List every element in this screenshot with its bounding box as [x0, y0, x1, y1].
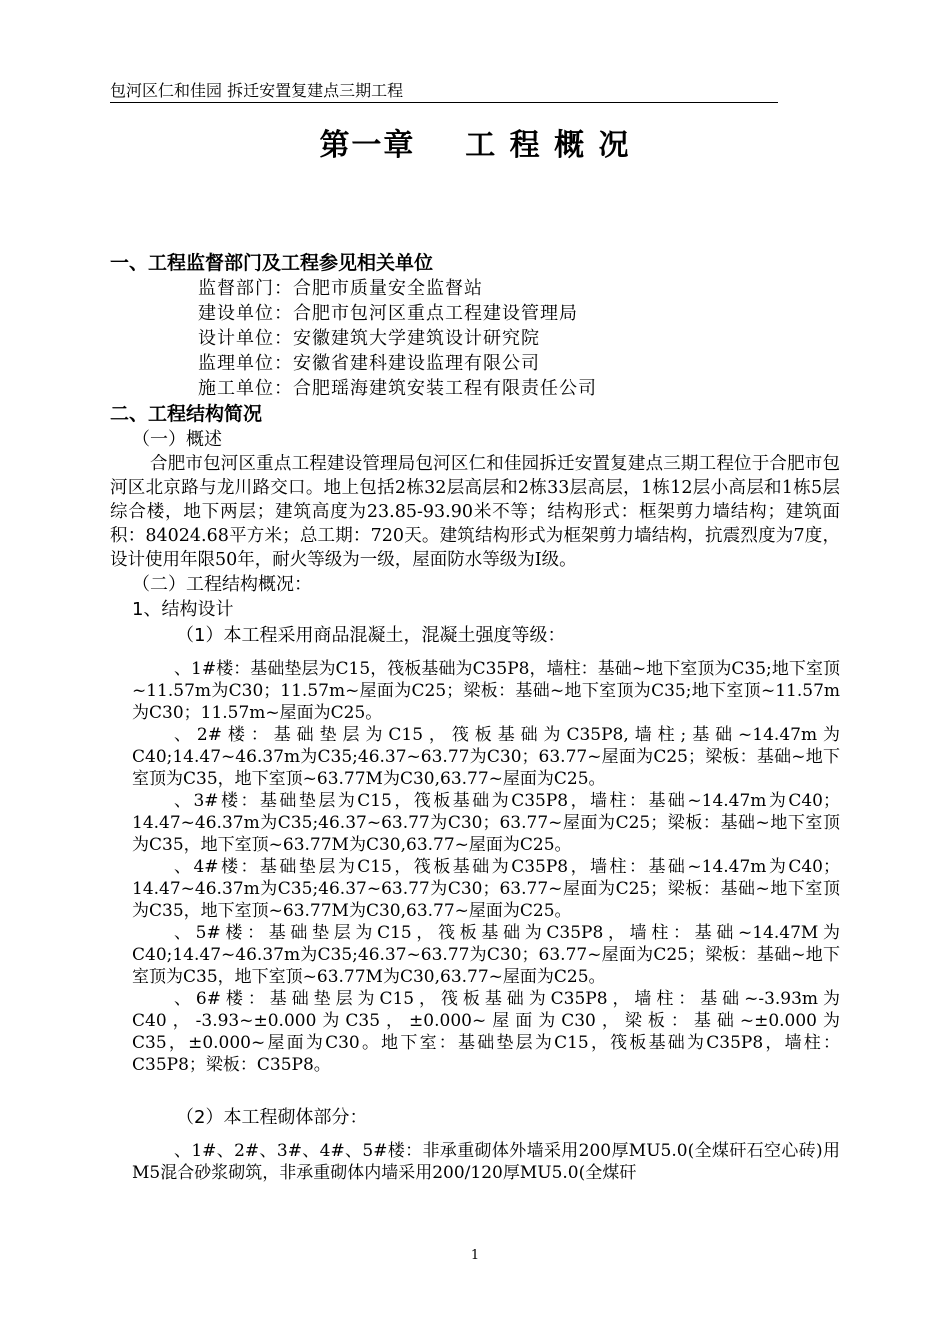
section-heading-structure: 二、工程结构简况 [110, 403, 263, 425]
spacer [110, 1076, 840, 1104]
design-label: 1、结构设计 [132, 599, 234, 620]
page-number: 1 [470, 1248, 480, 1263]
concrete-item: 、4#楼：基础垫层为C15，筏板基础为C35P8，墙柱：基础~14.47m为C40；14.47~46.37m为C35;46.37~63.77为C30；63.77~屋面为C25；梁板：基础~地下室顶为C35，地下室顶~63.77M为C30,63.77~屋面为C25。 [132, 857, 840, 921]
concrete-label: （1）本工程采用商品混凝土，混凝土强度等级： [176, 625, 566, 646]
chapter-title: 第一章 工 程 概 况 [319, 128, 631, 163]
concrete-item: 、1#楼：基础垫层为C15，筏板基础为C35P8，墙柱：基础~地下室顶为C35;地下室顶~11.57m为C30；11.57m~屋面为C25；梁板：基础~地下室顶为C35;地下室顶~11.57m为C30；11.57m~屋面为C25。 [132, 659, 840, 723]
overview-paragraph: 合肥市包河区重点工程建设管理局包河区仁和佳园拆迁安置复建点三期工程位于合肥市包河区北京路与龙川路交口。地上包括2栋32层高层和2栋33层高层，1栋12层小高层和1栋5层综合楼，地下两层；建筑高度为23.85-93.90米不等；结构形式：框架剪力墙结构；建筑面积：84024.68平方米；总工期：720天。建筑结构形式为框架剪力墙结构，抗震烈度为7度，设计使用年限50年，耐火等级为一级，屋面防水等级为Ⅰ级。 [110, 454, 840, 570]
structure-label: （二）工程结构概况： [132, 574, 312, 595]
page-header: 包河区仁和佳园 拆迁安置复建点三期工程 [110, 80, 778, 103]
overview-label: （一）概述 [132, 429, 222, 450]
unit-line: 建设单位：合肥市包河区重点工程建设管理局 [198, 303, 578, 324]
section-heading-units: 一、工程监督部门及工程参见相关单位 [110, 252, 434, 274]
concrete-item: 、6#楼：基础垫层为C15，筏板基础为C35P8，墙柱：基础~-3.93m为C40，-3.93~±0.000为C35，±0.000~屋面为C30，梁板：基础~±0.000为C35，±0.000~屋面为C30。地下室：基础垫层为C15，筏板基础为C35P8，墙柱：C35P8；梁板：C35P8。 [132, 989, 840, 1075]
unit-line: 设计单位：安徽建筑大学建筑设计研究院 [198, 328, 540, 349]
concrete-item: 、5#楼：基础垫层为C15，筏板基础为C35P8，墙柱：基础~14.47M为C40;14.47~46.37m为C35;46.37~63.77为C30；63.77~屋面为C25；梁板：基础~地下室顶为C35，地下室顶~63.77M为C30,63.77~屋面为C25。 [132, 923, 840, 987]
unit-line: 监督部门：合肥市质量安全监督站 [198, 278, 483, 299]
masonry-paragraph: 、1#、2#、3#、4#、5#楼：非承重砌体外墙采用200厚MU5.0(全煤矸石空心砖)用M5混合砂浆砌筑，非承重砌体内墙采用200/120厚MU5.0(全煤矸 [132, 1141, 840, 1183]
unit-line: 监理单位：安徽省建科建设监理有限公司 [198, 353, 540, 374]
concrete-item: 、2#楼：基础垫层为C15，筏板基础为C35P8,墙柱;基础~14.47m为C40;14.47~46.37m为C35;46.37~63.77为C30；63.77~屋面为C25；梁板：基础~地下室顶为C35，地下室顶~63.77M为C30,63.77~屋面为C25。 [132, 725, 840, 789]
unit-line: 施工单位：合肥瑶海建筑安装工程有限责任公司 [198, 378, 597, 399]
masonry-label: （2）本工程砌体部分： [176, 1107, 368, 1128]
concrete-item: 、3#楼：基础垫层为C15，筏板基础为C35P8，墙柱：基础~14.47m为C40；14.47~46.37m为C35;46.37~63.77为C30；63.77~屋面为C25；梁板：基础~地下室顶为C35，地下室顶~63.77M为C30,63.77~屋面为C25。 [132, 791, 840, 855]
document-body [110, 250, 840, 1184]
